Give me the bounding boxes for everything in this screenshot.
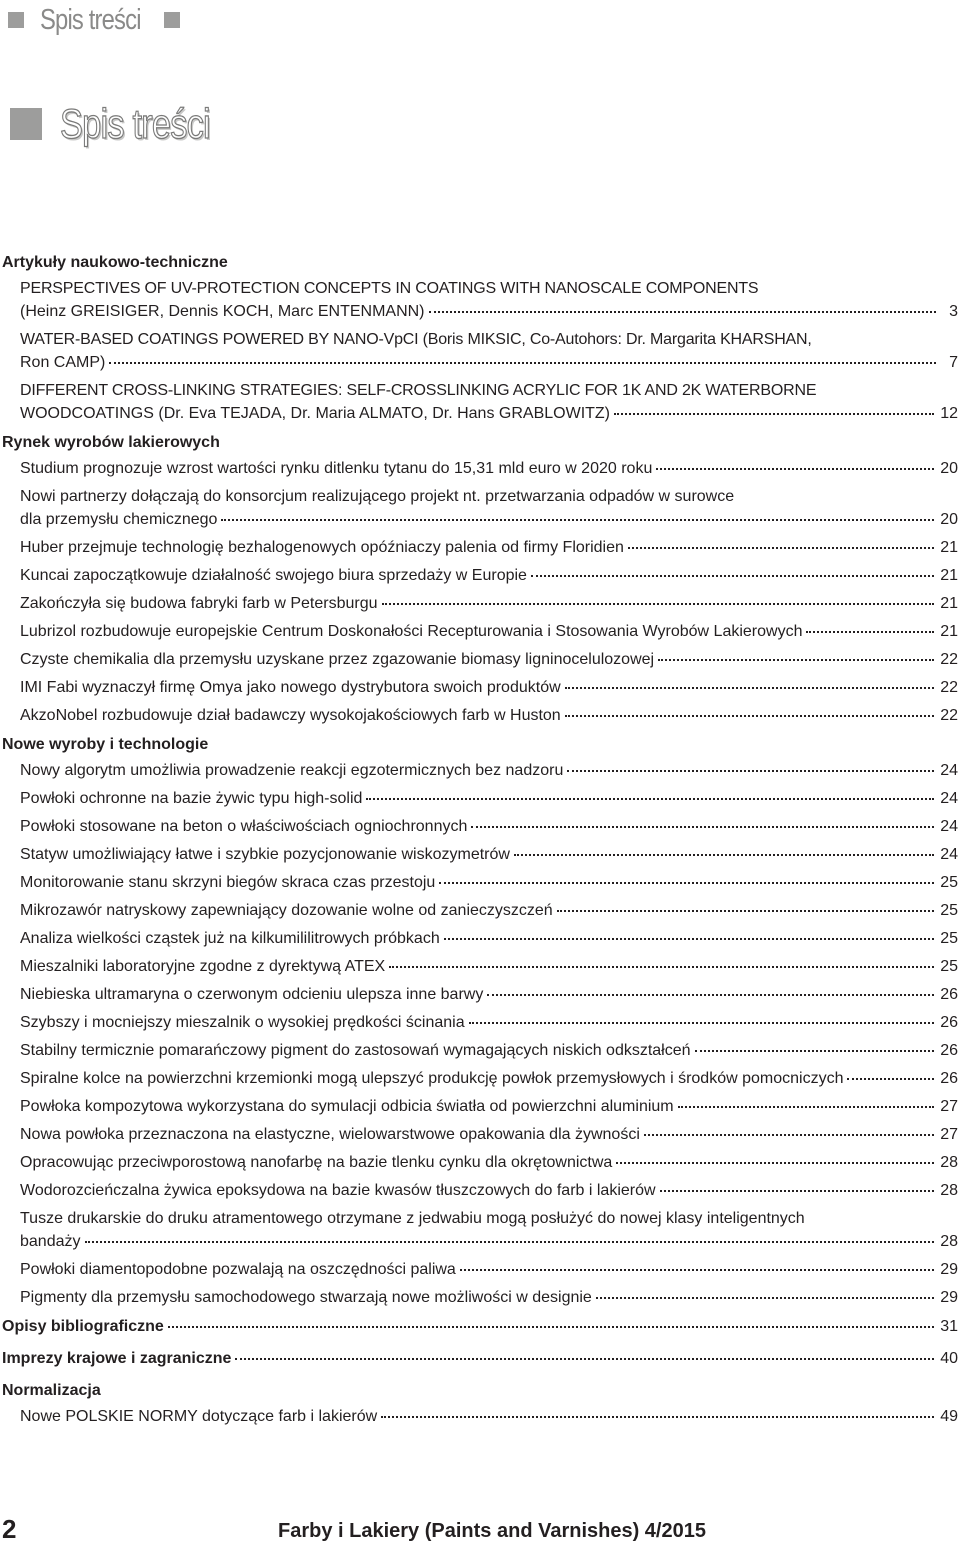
section-title: Imprezy krajowe i zagraniczne: [2, 1350, 232, 1367]
entry-title: Powłoki diamentopodobne pozwalają na oszczędności paliwa: [20, 1261, 456, 1278]
entry-leader-row: [20, 1258, 960, 1281]
dot-leader: [221, 505, 934, 521]
entry-leader-row: [20, 759, 960, 782]
entry-leader-row: [20, 351, 960, 374]
toc-section: [2, 431, 960, 727]
dot-leader: [460, 1255, 934, 1271]
toc-entry[interactable]: [2, 620, 960, 643]
entry-leader-row: [20, 871, 960, 894]
toc-entry[interactable]: [2, 379, 960, 425]
entry-leader-row: [20, 1039, 960, 1062]
entry-title: Niebieska ultramaryna o czerwonym odcieniu ulepsza inne barwy: [20, 986, 484, 1003]
running-header: [8, 4, 180, 36]
page-number: 29: [940, 1261, 958, 1278]
entry-title-line: WATER-BASED COATINGS POWERED BY NANO-VpCI (Boris MIKSIC, Co-Autohors: Dr. Margarita KHARSHAN,: [20, 331, 812, 348]
toc-entry[interactable]: [2, 1258, 960, 1281]
entry-title: Wodorozcieńczalna żywica epoksydowa na bazie kwasów tłuszczowych do farb i lakierów: [20, 1182, 656, 1199]
entry-title: Kuncai zapoczątkowuje działalność swojego biura sprzedaży w Europie: [20, 567, 527, 584]
entry-title: IMI Fabi wyznaczył firmę Omya jako nowego dystrybutora swoich produktów: [20, 679, 561, 696]
page-number: 25: [940, 902, 958, 919]
toc-section: [2, 251, 960, 425]
toc-entry[interactable]: [2, 1405, 960, 1428]
entry-leader-row: [20, 1095, 960, 1118]
toc-section: [2, 733, 960, 1309]
entry-leader-row: [20, 564, 960, 587]
page-number: 25: [940, 874, 958, 891]
section-title: Nowe wyroby i technologie: [2, 736, 209, 753]
entry-leader-row: [20, 536, 960, 559]
page-number: 27: [940, 1126, 958, 1143]
toc-entry[interactable]: [2, 1067, 960, 1090]
dot-leader: [565, 701, 935, 717]
page-number: 49: [940, 1408, 958, 1425]
dot-leader: [644, 1120, 934, 1136]
entry-leader-row: [20, 704, 960, 727]
entry-title: Studium prognozuje wzrost wartości rynku ditlenku tytanu do 15,31 mld euro w 2020 roku: [20, 460, 653, 477]
entry-title: Ron CAMP): [20, 354, 106, 371]
toc-entry[interactable]: [2, 955, 960, 978]
page-number: 22: [940, 679, 958, 696]
entry-leader-row: [20, 1230, 960, 1253]
dot-leader: [565, 673, 935, 689]
page-footer: [0, 1514, 960, 1546]
entry-leader-row: [20, 899, 960, 922]
entry-leader-row: [20, 787, 960, 810]
entry-title-line: Tusze drukarskie do druku atramentowego otrzymane z jedwabiu mogą posłużyć do nowej klasy inteligentnych: [20, 1210, 805, 1227]
toc-section: [2, 1315, 960, 1341]
toc-entry[interactable]: [2, 457, 960, 480]
entry-title: Mikrozawór natryskowy zapewniający dozowanie wolne od zanieczyszczeń: [20, 902, 553, 919]
square-bullet-icon: [164, 12, 180, 28]
toc-entry[interactable]: [2, 983, 960, 1006]
section-title: Opisy bibliograficzne: [2, 1318, 164, 1335]
dot-leader: [235, 1346, 934, 1360]
toc-section-row[interactable]: [2, 1315, 960, 1341]
dot-leader: [514, 840, 934, 856]
page-number: 26: [940, 1014, 958, 1031]
entry-title: Pigmenty dla przemysłu samochodowego stwarzają nowe możliwości w designie: [20, 1289, 592, 1306]
dot-leader: [381, 1402, 934, 1418]
dot-leader: [487, 980, 934, 996]
page-number: 24: [940, 790, 958, 807]
toc-section: [2, 1347, 960, 1373]
toc-entry[interactable]: [2, 815, 960, 838]
entry-title: Analiza wielkości cząstek już na kilkumililitrowych próbkach: [20, 930, 440, 947]
dot-leader: [557, 896, 935, 912]
page-number: 28: [940, 1154, 958, 1171]
entry-title-line: Nowi partnerzy dołączają do konsorcjum realizującego projekt nt. przetwarzania odpadów w surowce: [20, 488, 735, 505]
entry-title: Szybszy i mocniejszy mieszalnik o wysokiej prędkości ścinania: [20, 1014, 465, 1031]
page-number: 26: [940, 1070, 958, 1087]
dot-leader: [439, 868, 934, 884]
toc-entry[interactable]: [2, 927, 960, 950]
entry-title: Czyste chemikalia dla przemysłu uzyskane przez zgazowanie biomasy ligninocelulozowej: [20, 651, 655, 668]
dot-leader: [429, 297, 936, 313]
entry-leader-row: [20, 508, 960, 531]
entry-title: Zakończyła się budowa fabryki farb w Petersburgu: [20, 595, 378, 612]
entry-leader-row: [20, 1286, 960, 1309]
dot-leader: [531, 561, 934, 577]
page-number: 7: [949, 354, 958, 371]
page-title-text: Spis treści: [60, 100, 210, 147]
dot-leader: [660, 1176, 935, 1192]
square-bullet-icon: [10, 108, 42, 140]
footer-journal-title: Farby i Lakiery (Paints and Varnishes) 4/2015: [278, 1520, 706, 1542]
toc-entry[interactable]: [2, 1151, 960, 1174]
toc-entry[interactable]: [2, 1011, 960, 1034]
entry-title: Nowe POLSKIE NORMY dotyczące farb i lakierów: [20, 1408, 378, 1425]
toc-entry[interactable]: [2, 1039, 960, 1062]
entry-leader-row: [20, 676, 960, 699]
entry-title: Monitorowanie stanu skrzyni biegów skraca czas przestoju: [20, 874, 436, 891]
entry-title: Nowy algorytm umożliwia prowadzenie reakcji egzotermicznych bez nadzoru: [20, 762, 564, 779]
entry-leader-row: [20, 843, 960, 866]
page-number: 21: [940, 567, 958, 584]
page-number: 27: [940, 1098, 958, 1115]
entry-title: Mieszalniki laboratoryjne zgodne z dyrektywą ATEX: [20, 958, 386, 975]
dot-leader: [85, 1227, 935, 1243]
entry-title: Lubrizol rozbudowuje europejskie Centrum Doskonałości Recepturowania i Stosowania Wyrobów Lakierowych: [20, 623, 803, 640]
dot-leader: [614, 399, 934, 415]
entry-title: WOODCOATINGS (Dr. Eva TEJADA, Dr. Maria ALMATO, Dr. Hans GRABLOWITZ): [20, 405, 611, 422]
entry-leader-row: [20, 1011, 960, 1034]
entry-leader-row: [20, 1179, 960, 1202]
dot-leader: [471, 812, 934, 828]
entry-title: Stabilny termicznie pomarańczowy pigment do zastosowań wymagających niskich odkształceń: [20, 1042, 691, 1059]
toc-entry[interactable]: [2, 759, 960, 782]
dot-leader: [628, 533, 934, 549]
entry-title: dla przemysłu chemicznego: [20, 511, 218, 528]
page-number: 22: [940, 707, 958, 724]
entry-leader-row: [20, 815, 960, 838]
entry-title: (Heinz GREISIGER, Dennis KOCH, Marc ENTENMANN): [20, 303, 425, 320]
toc-entry[interactable]: [2, 871, 960, 894]
page-number: 24: [940, 818, 958, 835]
page-number: 31: [940, 1318, 958, 1335]
section-title: Artykuły naukowo-techniczne: [2, 254, 228, 271]
entry-title-line: PERSPECTIVES OF UV-PROTECTION CONCEPTS IN COATINGS WITH NANOSCALE COMPONENTS: [20, 280, 759, 297]
dot-leader: [444, 924, 934, 940]
dot-leader: [678, 1092, 935, 1108]
toc-entry[interactable]: [2, 704, 960, 727]
dot-leader: [596, 1283, 934, 1299]
dot-leader: [469, 1008, 935, 1024]
toc-section-row[interactable]: [2, 1347, 960, 1373]
page-number: 24: [940, 762, 958, 779]
dot-leader: [695, 1036, 935, 1052]
page-number: 26: [940, 1042, 958, 1059]
square-bullet-icon: [8, 12, 24, 28]
running-header-title: Spis treści: [40, 3, 141, 36]
dot-leader: [806, 617, 934, 633]
toc-entry[interactable]: [2, 277, 960, 323]
dot-leader: [567, 756, 934, 772]
toc-entry[interactable]: [2, 328, 960, 374]
entry-title: Statyw umożliwiający łatwe i szybkie pozycjonowanie wiskozymetrów: [20, 846, 510, 863]
entry-title: bandaży: [20, 1233, 81, 1250]
dot-leader: [616, 1148, 934, 1164]
entry-title: Spiralne kolce na powierzchni krzemionki mogą ulepszyć produkcję powłok przemysłowych i środków pomocniczych: [20, 1070, 844, 1087]
page-number: 21: [940, 623, 958, 640]
toc-entry[interactable]: [2, 787, 960, 810]
section-title: Normalizacja: [2, 1382, 101, 1399]
footer-page-number: 2: [2, 1514, 17, 1544]
dot-leader: [168, 1314, 934, 1328]
entry-leader-row: [20, 300, 960, 323]
dot-leader: [366, 784, 934, 800]
section-title: Rynek wyrobów lakierowych: [2, 434, 220, 451]
dot-leader: [382, 589, 935, 605]
page-number: 40: [940, 1350, 958, 1367]
entry-leader-row: [20, 648, 960, 671]
toc-entry[interactable]: [2, 592, 960, 615]
entry-title: AkzoNobel rozbudowuje dział badawczy wysokojakościowych farb w Huston: [20, 707, 561, 724]
toc-entry[interactable]: [2, 899, 960, 922]
entry-leader-row: [20, 620, 960, 643]
entry-leader-row: [20, 1405, 960, 1428]
entry-title: Huber przejmuje technologię bezhalogenowych opóźniaczy palenia od firmy Floridien: [20, 539, 624, 556]
page-number: 29: [940, 1289, 958, 1306]
entry-leader-row: [20, 927, 960, 950]
entry-leader-row: [20, 1067, 960, 1090]
toc-entry[interactable]: [2, 1095, 960, 1118]
dot-leader: [109, 348, 936, 364]
entry-leader-row: [20, 402, 960, 425]
entry-leader-row: [20, 457, 960, 480]
page-number: 24: [940, 846, 958, 863]
page-number: 21: [940, 595, 958, 612]
page-number: 20: [940, 511, 958, 528]
table-of-contents: [2, 251, 960, 1434]
entry-leader-row: [20, 1123, 960, 1146]
page-number: 3: [949, 303, 958, 320]
entry-leader-row: [20, 983, 960, 1006]
page-title: [10, 96, 243, 152]
dot-leader: [847, 1064, 934, 1080]
page-number: 26: [940, 986, 958, 1003]
entry-title: Opracowując przeciwporostową nanofarbę na bazie tlenku cynku dla okrętownictwa: [20, 1154, 613, 1171]
page-number: 22: [940, 651, 958, 668]
page-number: 25: [940, 958, 958, 975]
entry-leader-row: [20, 1151, 960, 1174]
entry-title: Powłoki stosowane na beton o właściwościach ogniochronnych: [20, 818, 468, 835]
entry-title: Powłoka kompozytowa wykorzystana do symulacji odbicia światła od powierzchni aluminium: [20, 1098, 674, 1115]
entry-title: Nowa powłoka przeznaczona na elastyczne, wielowarstwowe opakowania dla żywności: [20, 1126, 640, 1143]
page-number: 20: [940, 460, 958, 477]
toc-entry[interactable]: [2, 648, 960, 671]
page-number: 21: [940, 539, 958, 556]
toc-entry[interactable]: [2, 676, 960, 699]
entry-leader-row: [20, 592, 960, 615]
toc-section: [2, 1379, 960, 1428]
toc-entry[interactable]: [2, 536, 960, 559]
toc-entry[interactable]: [2, 1286, 960, 1309]
page-number: 28: [940, 1233, 958, 1250]
toc-entry[interactable]: [2, 1207, 960, 1253]
entry-title: Powłoki ochronne na bazie żywic typu high-solid: [20, 790, 363, 807]
page-number: 12: [940, 405, 958, 422]
dot-leader: [656, 454, 934, 470]
entry-leader-row: [20, 955, 960, 978]
toc-entry[interactable]: [2, 485, 960, 531]
dot-leader: [658, 645, 934, 661]
dot-leader: [389, 952, 934, 968]
toc-entry[interactable]: [2, 564, 960, 587]
toc-entry[interactable]: [2, 1179, 960, 1202]
page-number: 25: [940, 930, 958, 947]
toc-entry[interactable]: [2, 843, 960, 866]
entry-title-line: DIFFERENT CROSS-LINKING STRATEGIES: SELF-CROSSLINKING ACRYLIC FOR 1K AND 2K WATERBORNE: [20, 382, 817, 399]
toc-entry[interactable]: [2, 1123, 960, 1146]
page-number: 28: [940, 1182, 958, 1199]
